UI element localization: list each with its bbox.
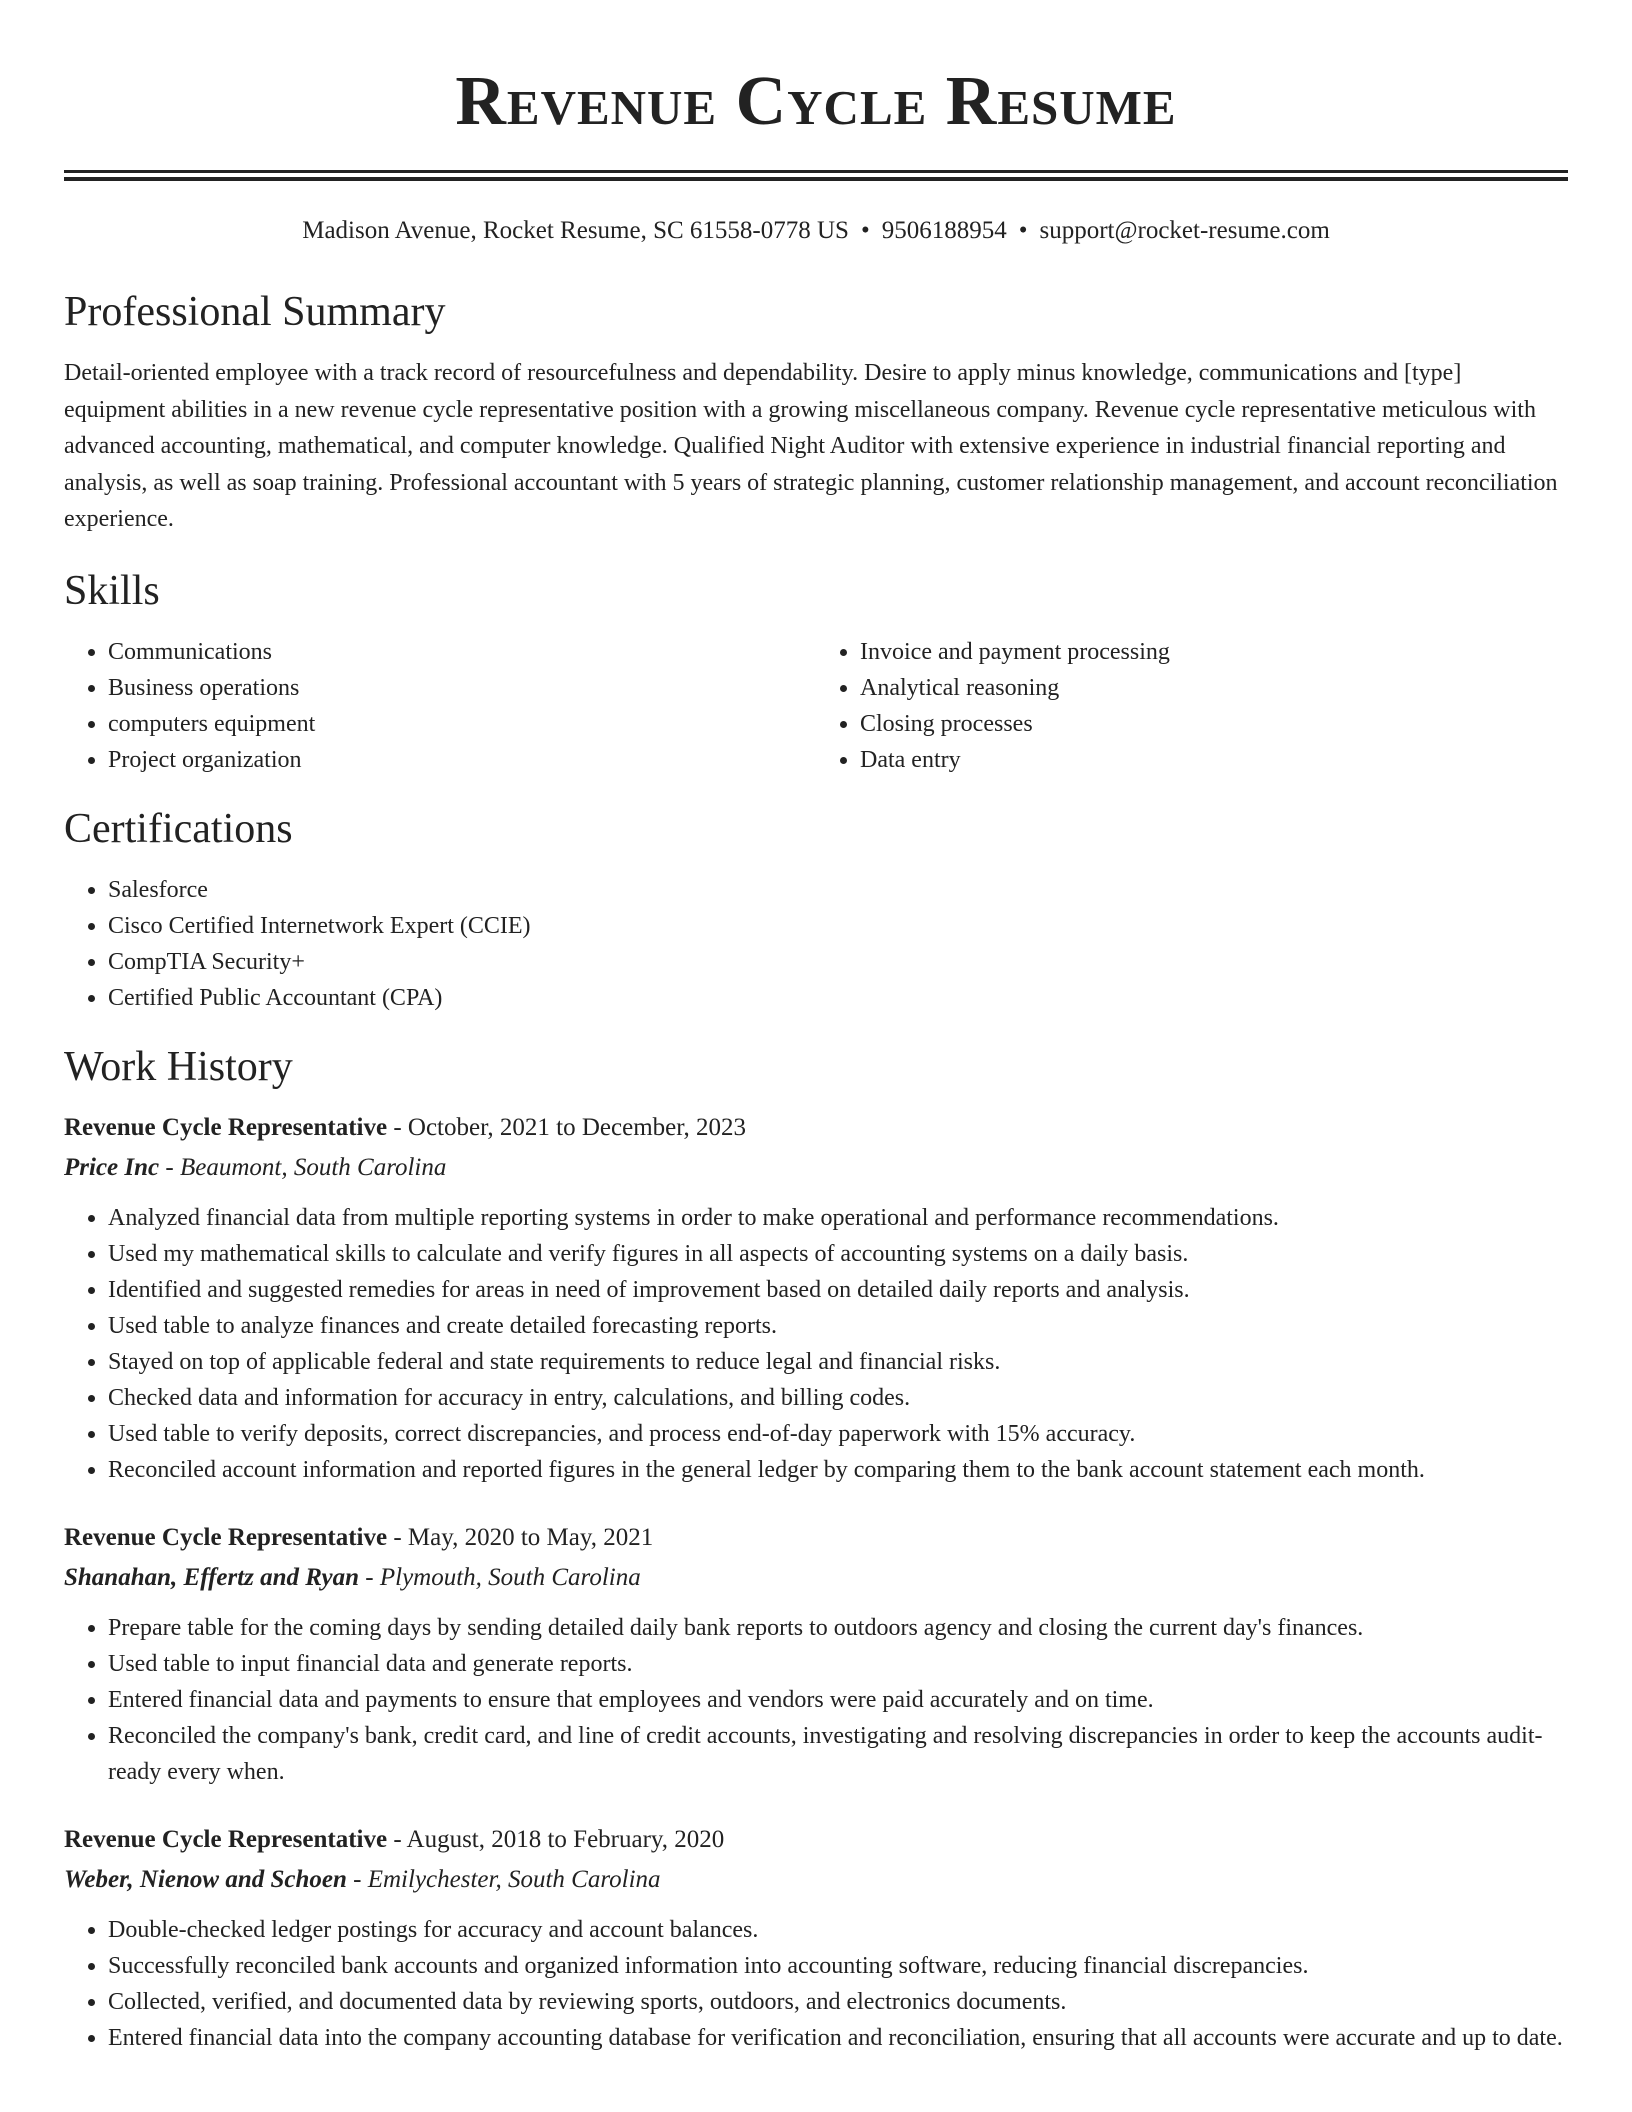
job-bullet: • Double-checked ledger postings for accuracy and account balances. xyxy=(108,1912,1568,1948)
contact-separator: • xyxy=(860,217,870,244)
job-dates: - May, 2020 to May, 2021 xyxy=(387,1523,654,1551)
job-bullet: • Entered financial data and payments to ensure that employees and vendors were paid accurately and on time. xyxy=(108,1682,1568,1718)
job-company: Price Inc xyxy=(64,1153,160,1181)
skill-item: • Business operations xyxy=(108,670,816,706)
certification-item: • CompTIA Security+ xyxy=(108,944,1568,980)
skill-item: • Communications xyxy=(108,634,816,670)
job-entry xyxy=(64,1518,1568,1790)
contact-separator: • xyxy=(1018,217,1028,244)
skill-item: • Closing processes xyxy=(860,706,1568,742)
job-bullet: • Checked data and information for accuracy in entry, calculations, and billing codes. xyxy=(108,1380,1568,1416)
contact-email[interactable]: support@rocket-resume.com xyxy=(1039,217,1330,244)
skill-item: • Invoice and payment processing xyxy=(860,634,1568,670)
certifications-heading: Certifications xyxy=(64,805,293,852)
contact-address: Madison Avenue, Rocket Resume, SC 61558-0778 US xyxy=(302,217,849,244)
job-bullets xyxy=(64,1912,1568,2056)
job-bullet: • Collected, verified, and documented data by reviewing sports, outdoors, and electronics documents. xyxy=(108,1984,1568,2020)
resume-title: Revenue Cycle Resume xyxy=(455,63,1177,140)
summary-text: Detail-oriented employee with a track record of resourcefulness and dependability. Desire to apply minus knowledge, communications and [type] equipment abilities in a new revenue cycle representative position with a growing miscellaneous company. Revenue cycle representative meticulous with advanced accounting, mathematical, and computer knowledge. Qualified Night Auditor with extensive experience in industrial financial reporting and analysis, as well as soap training. Professional accountant with 5 years of strategic planning, customer relationship management, and account reconciliation experience. xyxy=(64,360,1558,532)
title-divider xyxy=(64,170,1568,181)
job-title: Revenue Cycle Representative xyxy=(64,1113,388,1141)
job-title-line xyxy=(64,1108,1568,1148)
contact-phone: 9506188954 xyxy=(881,217,1007,244)
work-history-heading: Work History xyxy=(64,1043,293,1090)
job-company: Shanahan, Effertz and Ryan xyxy=(64,1563,360,1591)
job-company-line xyxy=(64,1558,1568,1598)
skill-item: • Analytical reasoning xyxy=(860,670,1568,706)
job-title: Revenue Cycle Representative xyxy=(64,1825,388,1853)
job-bullet: • Prepare table for the coming days by sending detailed daily bank reports to outdoors agency and closing the current day's finances. xyxy=(108,1610,1568,1646)
job-title-line xyxy=(64,1518,1568,1558)
skills-heading: Skills xyxy=(64,567,160,614)
job-company-line xyxy=(64,1148,1568,1188)
job-bullet: • Reconciled the company's bank, credit card, and line of credit accounts, investigating and resolving discrepancies in order to keep the accounts audit-ready every when. xyxy=(108,1718,1568,1790)
job-dates: - October, 2021 to December, 2023 xyxy=(387,1113,747,1141)
job-company: Weber, Nienow and Schoen xyxy=(64,1865,347,1893)
job-title: Revenue Cycle Representative xyxy=(64,1523,388,1551)
skills-list-right xyxy=(816,634,1568,778)
certifications-list xyxy=(64,872,1568,1016)
job-location: - Emilychester, South Carolina xyxy=(346,1865,661,1893)
job-bullet: • Used table to verify deposits, correct discrepancies, and process end-of-day paperwork with 15% accuracy. xyxy=(108,1416,1568,1452)
job-entry xyxy=(64,1820,1568,2056)
job-bullets xyxy=(64,1200,1568,1488)
job-entry xyxy=(64,1108,1568,1488)
certification-item: • Salesforce xyxy=(108,872,1568,908)
job-location: - Plymouth, South Carolina xyxy=(359,1563,641,1591)
job-bullet: • Used table to analyze finances and create detailed forecasting reports. xyxy=(108,1308,1568,1344)
skill-item: • computers equipment xyxy=(108,706,816,742)
skill-item: • Project organization xyxy=(108,742,816,778)
skill-item: • Data entry xyxy=(860,742,1568,778)
job-location: - Beaumont, South Carolina xyxy=(159,1153,447,1181)
contact-line xyxy=(64,215,1568,247)
job-bullet: • Entered financial data into the company accounting database for verification and reconciliation, ensuring that all accounts were accurate and up to date. xyxy=(108,2020,1568,2056)
job-bullet: • Identified and suggested remedies for areas in need of improvement based on detailed daily reports and analysis. xyxy=(108,1272,1568,1308)
job-bullet: • Successfully reconciled bank accounts and organized information into accounting software, reducing financial discrepancies. xyxy=(108,1948,1568,1984)
job-bullet: • Analyzed financial data from multiple reporting systems in order to make operational and performance recommendations. xyxy=(108,1200,1568,1236)
skills-list-left xyxy=(64,634,816,778)
job-bullet: • Reconciled account information and reported figures in the general ledger by comparing them to the bank account statement each month. xyxy=(108,1452,1568,1488)
skills-columns xyxy=(64,634,1568,778)
job-bullet: • Used my mathematical skills to calculate and verify figures in all aspects of accounting systems on a daily basis. xyxy=(108,1236,1568,1272)
job-title-line xyxy=(64,1820,1568,1860)
job-bullet: • Stayed on top of applicable federal and state requirements to reduce legal and financial risks. xyxy=(108,1344,1568,1380)
certification-item: • Certified Public Accountant (CPA) xyxy=(108,980,1568,1016)
job-bullet: • Used table to input financial data and generate reports. xyxy=(108,1646,1568,1682)
job-dates: - August, 2018 to February, 2020 xyxy=(387,1825,725,1853)
job-bullets xyxy=(64,1610,1568,1790)
certification-item: • Cisco Certified Internetwork Expert (CCIE) xyxy=(108,908,1568,944)
summary-heading: Professional Summary xyxy=(64,289,446,335)
job-company-line xyxy=(64,1860,1568,1900)
